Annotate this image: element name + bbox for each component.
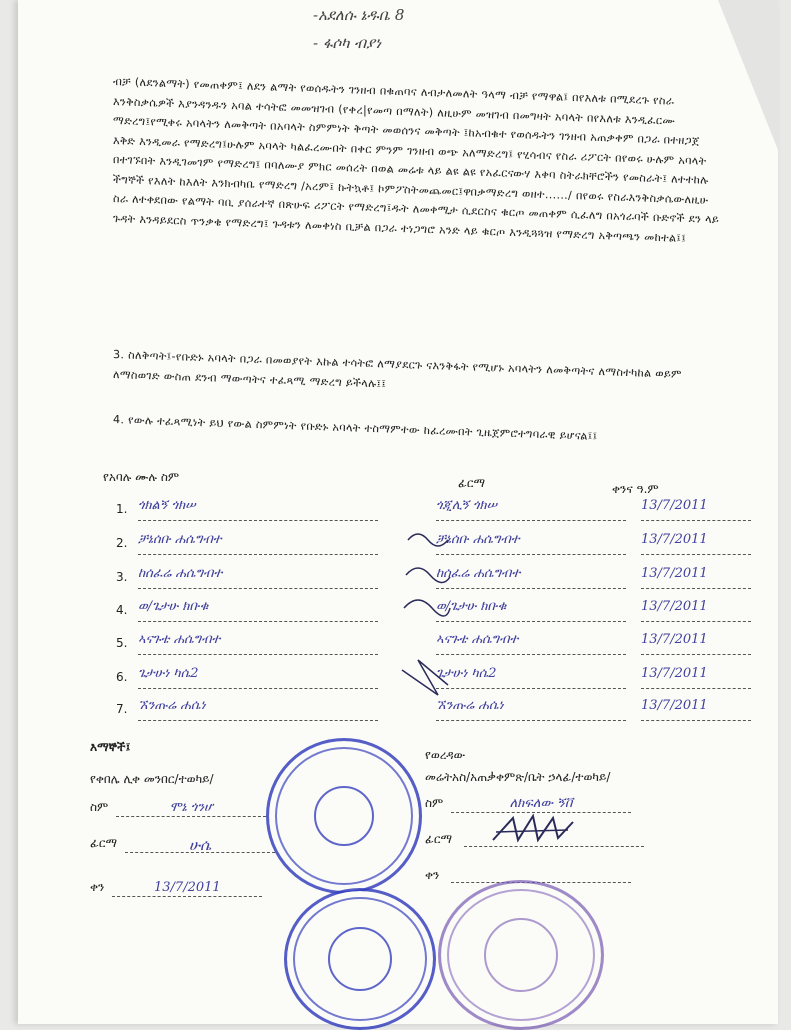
registrar-date-line <box>451 866 631 883</box>
member-date: 13/7/2011 <box>641 666 751 689</box>
witness-name-label: ስም <box>90 800 109 814</box>
row-number: 1. <box>116 502 128 516</box>
row-number: 5. <box>116 636 128 650</box>
land-office-label: መሬትአስ/አጠቃቀምጽ/ቤት ኃላፊ/ተወካይ/ <box>425 770 611 784</box>
document-page <box>18 0 778 1024</box>
member-name: ወ/ጌታሁ ክቡቁ <box>138 599 378 622</box>
member-name: ኧንጡሬ ሐሴነ <box>138 698 378 721</box>
member-date: 13/7/2011 <box>641 566 751 589</box>
paragraph-obligations: ብቻ (ለደንልማት) የመጠቀም፤ ለደን ልማት የወሰዱትን ገንዘብ በቁጠባና ለብታለመለት ዓላማ ብቻ የማዋል፤ በየእለቱ በሚደረጉ የስራ እንቅስቃሴዎች እያንዳንዱን አባል ተሳትፎ መመዝገብ (የቀረ|የመጣ በማለት) ለዚሁም መዝገብ በመግዛት አባላት በየእለቱ እንዲፈርሙ ማድረግ፤የሚቀሩ አባላትን ለመቅጣት በአባላት ስምምነት ቅጣት መወሰንና መቅጣት ፤ከአብቁተ የወሰዱትን ገንዘብ አጠቃቀም በጋራ በተዘጋጀ እቅድ እንዲመራ የማድረግ፤ሁሉም አባላት ካልፈረሙበት በቀር ምንም ገንዘብ ወጭ አለማድረግ፤ የሂሳብና የስራ ሪፖርት በየወሩ ሁሉም አባላት በተገኙበት እንዲገመገም የማድረግ፤ በባለሙያ ምክር መሰረት በወል መሬቱ ላይ ልዩ ልዩ የአፈርናውሃ እቀባ ስትራክቸሮችን የመስራት፤ ለተተከሉ ችግኞች የእለት ከእለት እንክብካቤ የማድረግ /አረም፤ ኩትኳቶ፤ ኮምፖስትመጨመር፤ዋበቃማድረግ ወዘተ....../ በየወሩ የስራእንቅስቃሴውለዚሁ ስራ ለተቀደበው የልማት ባቢ ያሰራተኛ በጽሁፍ ሪፖርት የማድረግ፤ዱት ለመቀሚታ ሲደርስና ቁርጦ መጠቀም ሲፈለግ በአጎራባች ቡድኖች ደን ላይ ጉዳት እንዳይደርስ ጥንቃቄ የማድረግ፤ ጉዳቱን ለመቀነስ ቢቻል በጋራ ተነጋግሮ አንድ ላይ ቁርጦ እንዲጓጓዝ የማድረግ አቅጣጫን መከተል፤፤ <box>113 75 720 245</box>
member-date: 13/7/2011 <box>641 498 751 521</box>
row-number: 6. <box>116 670 128 684</box>
header-line-1: -አደለሱ ኔዱቤ 8 <box>313 6 405 24</box>
page-fold <box>718 0 778 150</box>
witnesses-heading: እማኞች፤ <box>90 740 131 754</box>
member-date: 13/7/2011 <box>641 532 751 555</box>
header-line-2: - ፋሶካ ብያነ <box>313 34 382 52</box>
row-number: 3. <box>116 570 128 584</box>
registrar-date-label: ቀን <box>425 868 440 882</box>
member-signature: ወ/ጌታሁ ክቡቁ <box>436 599 626 622</box>
row-number: 2. <box>116 536 128 550</box>
column-header-name: የአባሉ ሙሉ ስም <box>103 470 180 484</box>
woreda-label: የወረዳው <box>425 748 466 762</box>
registrar-name-label: ስም <box>425 796 444 810</box>
member-name: ጌታሁነ ካሴ2 <box>138 666 378 689</box>
witness-date-label: ቀን <box>90 880 105 894</box>
member-signature: ጎጂሊኝ ጎክሠ <box>436 498 626 521</box>
witness-name-value: ሞኔ ጎንሆ <box>116 800 266 817</box>
member-name: ቻኔሰቡ ሐሴግብተ <box>138 532 378 555</box>
witness-name-field <box>90 800 213 815</box>
registrar-name-field <box>425 796 573 811</box>
member-signature: ኧንጡሬ ሐሴነ <box>436 698 626 721</box>
kebele-official-stamp <box>266 738 422 894</box>
paragraph-penalty: 3. ስለቅጣት፤-የቡድኑ አባላት በጋራ በመወያየት እኩል ተሳትፎ ለማያደርጉ ናእንቅፋት የሚሆኑ አባላትን ለመቅጣትና ለማስተካከል ወይም ለማስወገድ ውስጠ ደንብ ማውጣትና ተፈጻሚ ማድረግ ይችላሉ፤፤ <box>113 348 682 391</box>
column-header-signature: ፊርማ <box>458 476 486 490</box>
signature-marks <box>398 520 458 720</box>
member-name: ኣናጉቴ ሐሴግብተ <box>138 632 378 655</box>
registrar-signature-scribble <box>488 810 578 850</box>
land-office-stamp <box>284 888 436 1030</box>
witness-signature-value: ሁሴ <box>125 836 275 853</box>
member-name: ከሰፈሬ ሐሴግብተ <box>138 566 378 589</box>
column-header-date: ቀንና ዓ.ም <box>612 482 659 496</box>
witness-date-field <box>90 880 221 895</box>
member-name: ጎክልኝ ጎክሠ <box>138 498 378 521</box>
witness-date-value: 13/7/2011 <box>112 880 262 897</box>
registrar-signature-label: ፊርማ <box>425 832 453 846</box>
row-number: 4. <box>116 603 128 617</box>
member-signature: ከሰፈሬ ሐሴግብተ <box>436 566 626 589</box>
kebele-chair-label: የቀበሌ ሊቀ መንበር/ተወካይ/ <box>90 772 214 786</box>
member-signature: ኣናጉቴ ሐሴግብተ <box>436 632 626 655</box>
woreda-faded-stamp <box>438 880 604 1030</box>
member-date: 13/7/2011 <box>641 632 751 655</box>
member-date: 13/7/2011 <box>641 599 751 622</box>
member-signature: ቻኔሰቡ ሐሴግብተ <box>436 532 626 555</box>
witness-signature-label: ፊርማ <box>90 836 118 850</box>
witness-signature-field <box>90 836 212 854</box>
registrar-name-value: ለክፍለው ኝቨ <box>451 796 631 813</box>
paragraph-effectiveness: 4. የውሉ ተፈጻሚነት ይህ የውል ስምምነት የቡድኑ አባላት ተስማምተው ከፈረሙበት ጊዜጀምሮተግባራዊ ይሆናል፤፤ <box>113 413 598 443</box>
row-number: 7. <box>116 702 128 716</box>
member-date: 13/7/2011 <box>641 698 751 721</box>
member-signature: ጌታሁነ ካሴ2 <box>436 666 626 689</box>
